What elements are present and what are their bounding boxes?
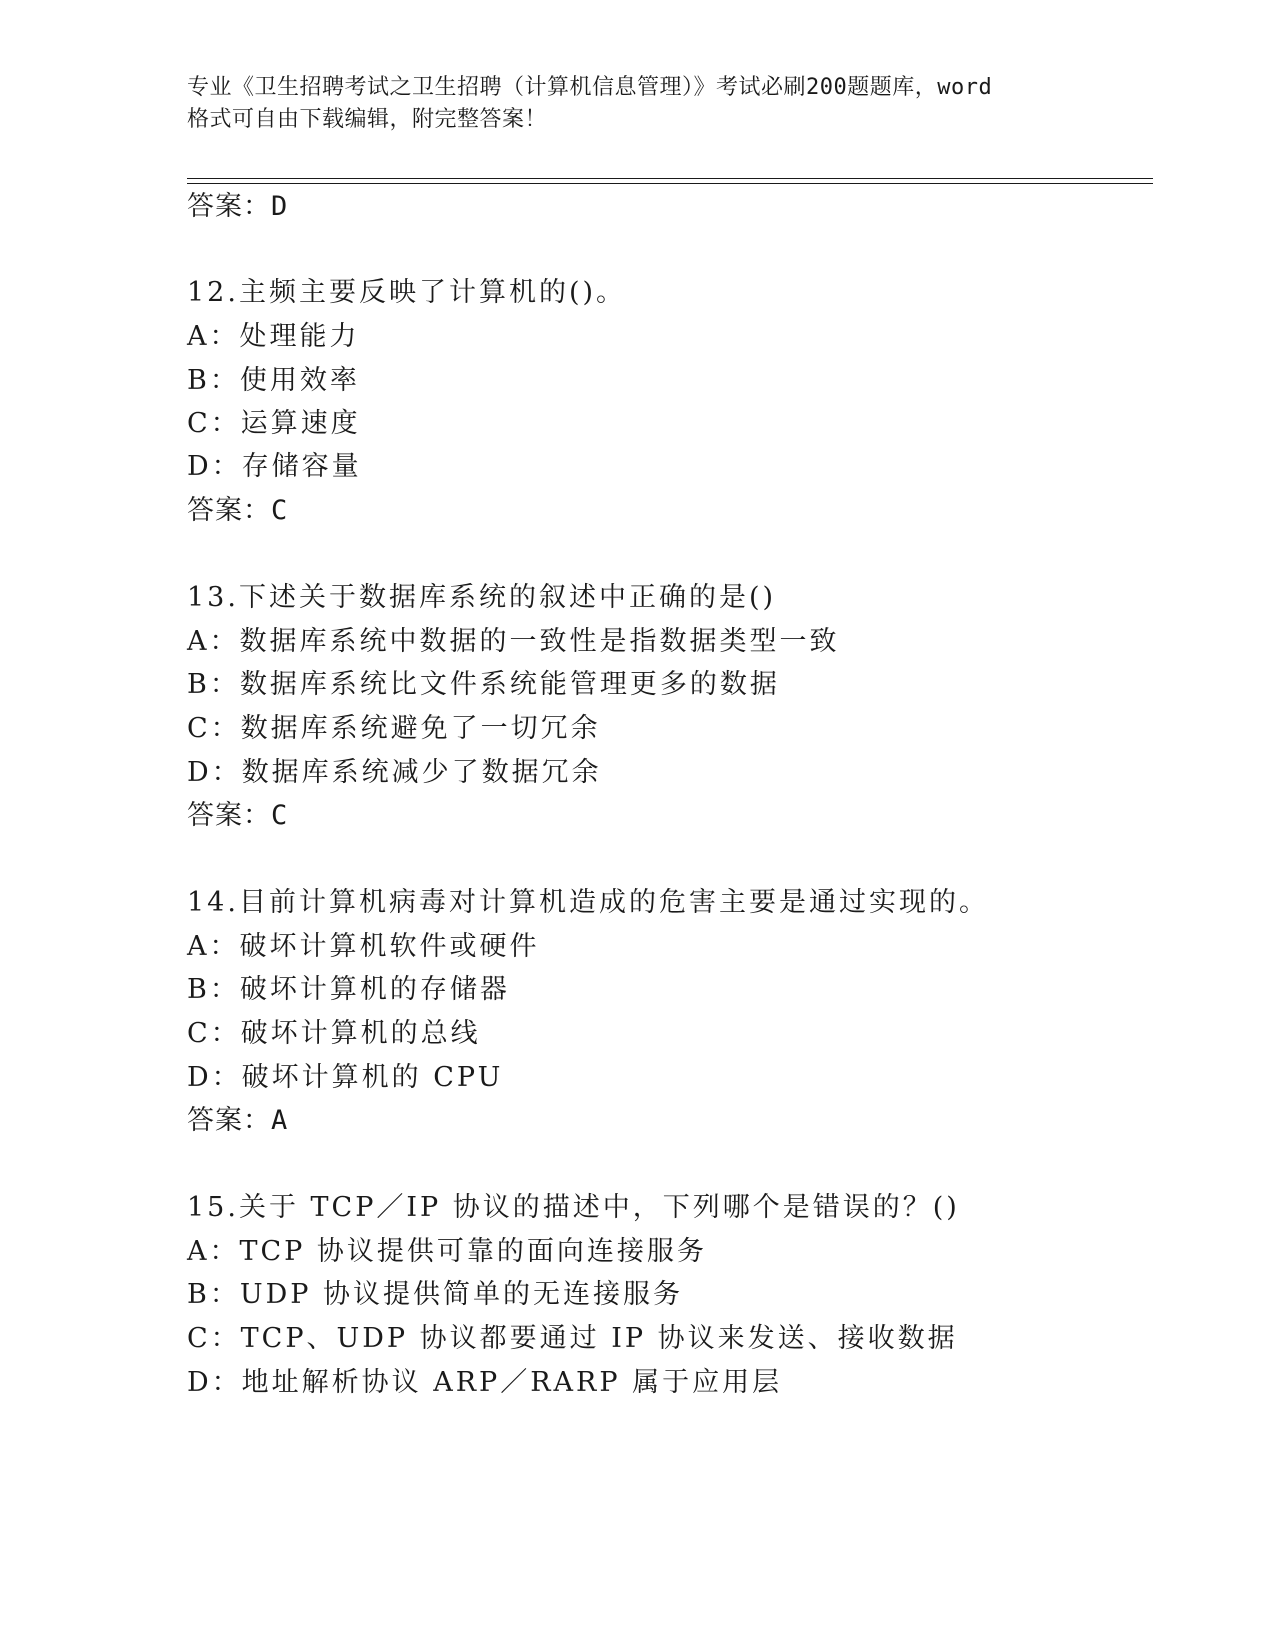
option-c: C：TCP、UDP 协议都要通过 IP 协议来发送、接收数据 xyxy=(187,1323,958,1354)
option-b: B：数据库系统比文件系统能管理更多的数据 xyxy=(187,669,780,700)
question-stem: 13.下述关于数据库系统的叙述中正确的是() xyxy=(187,582,777,613)
option-b: B：使用效率 xyxy=(187,365,360,396)
document-header xyxy=(187,72,1087,136)
option-a: A：数据库系统中数据的一致性是指数据类型一致 xyxy=(187,626,840,657)
question-stem: 14.目前计算机病毒对计算机造成的危害主要是通过实现的。 xyxy=(187,887,989,918)
previous-answer: 答案：D xyxy=(187,191,289,222)
option-d: D：存储容量 xyxy=(187,451,362,482)
option-c: C：运算速度 xyxy=(187,408,361,439)
header-line-2: 格式可自由下载编辑，附完整答案！ xyxy=(187,107,548,132)
option-b: B：破坏计算机的存储器 xyxy=(187,974,510,1005)
answer: 答案：C xyxy=(187,495,289,526)
option-d: D：地址解析协议 ARP／RARP 属于应用层 xyxy=(187,1367,783,1398)
answer: 答案：A xyxy=(187,1105,289,1136)
answer: 答案：C xyxy=(187,800,289,831)
header-divider-top xyxy=(187,178,1153,179)
question-stem: 15.关于 TCP／IP 协议的描述中，下列哪个是错误的？() xyxy=(187,1192,960,1223)
header-divider-bottom xyxy=(187,183,1153,184)
option-a: A：处理能力 xyxy=(187,321,360,352)
option-c: C：破坏计算机的总线 xyxy=(187,1018,481,1049)
header-line-1: 专业《卫生招聘考试之卫生招聘（计算机信息管理）》考试必刷200题题库，word xyxy=(187,75,993,100)
option-a: A：破坏计算机软件或硬件 xyxy=(187,931,540,962)
option-d: D：数据库系统减少了数据冗余 xyxy=(187,757,602,788)
question-stem: 12.主频主要反映了计算机的()。 xyxy=(187,277,627,308)
option-a: A：TCP 协议提供可靠的面向连接服务 xyxy=(187,1236,707,1267)
option-c: C：数据库系统避免了一切冗余 xyxy=(187,713,601,744)
option-d: D：破坏计算机的 CPU xyxy=(187,1062,504,1093)
option-b: B：UDP 协议提供简单的无连接服务 xyxy=(187,1279,683,1310)
